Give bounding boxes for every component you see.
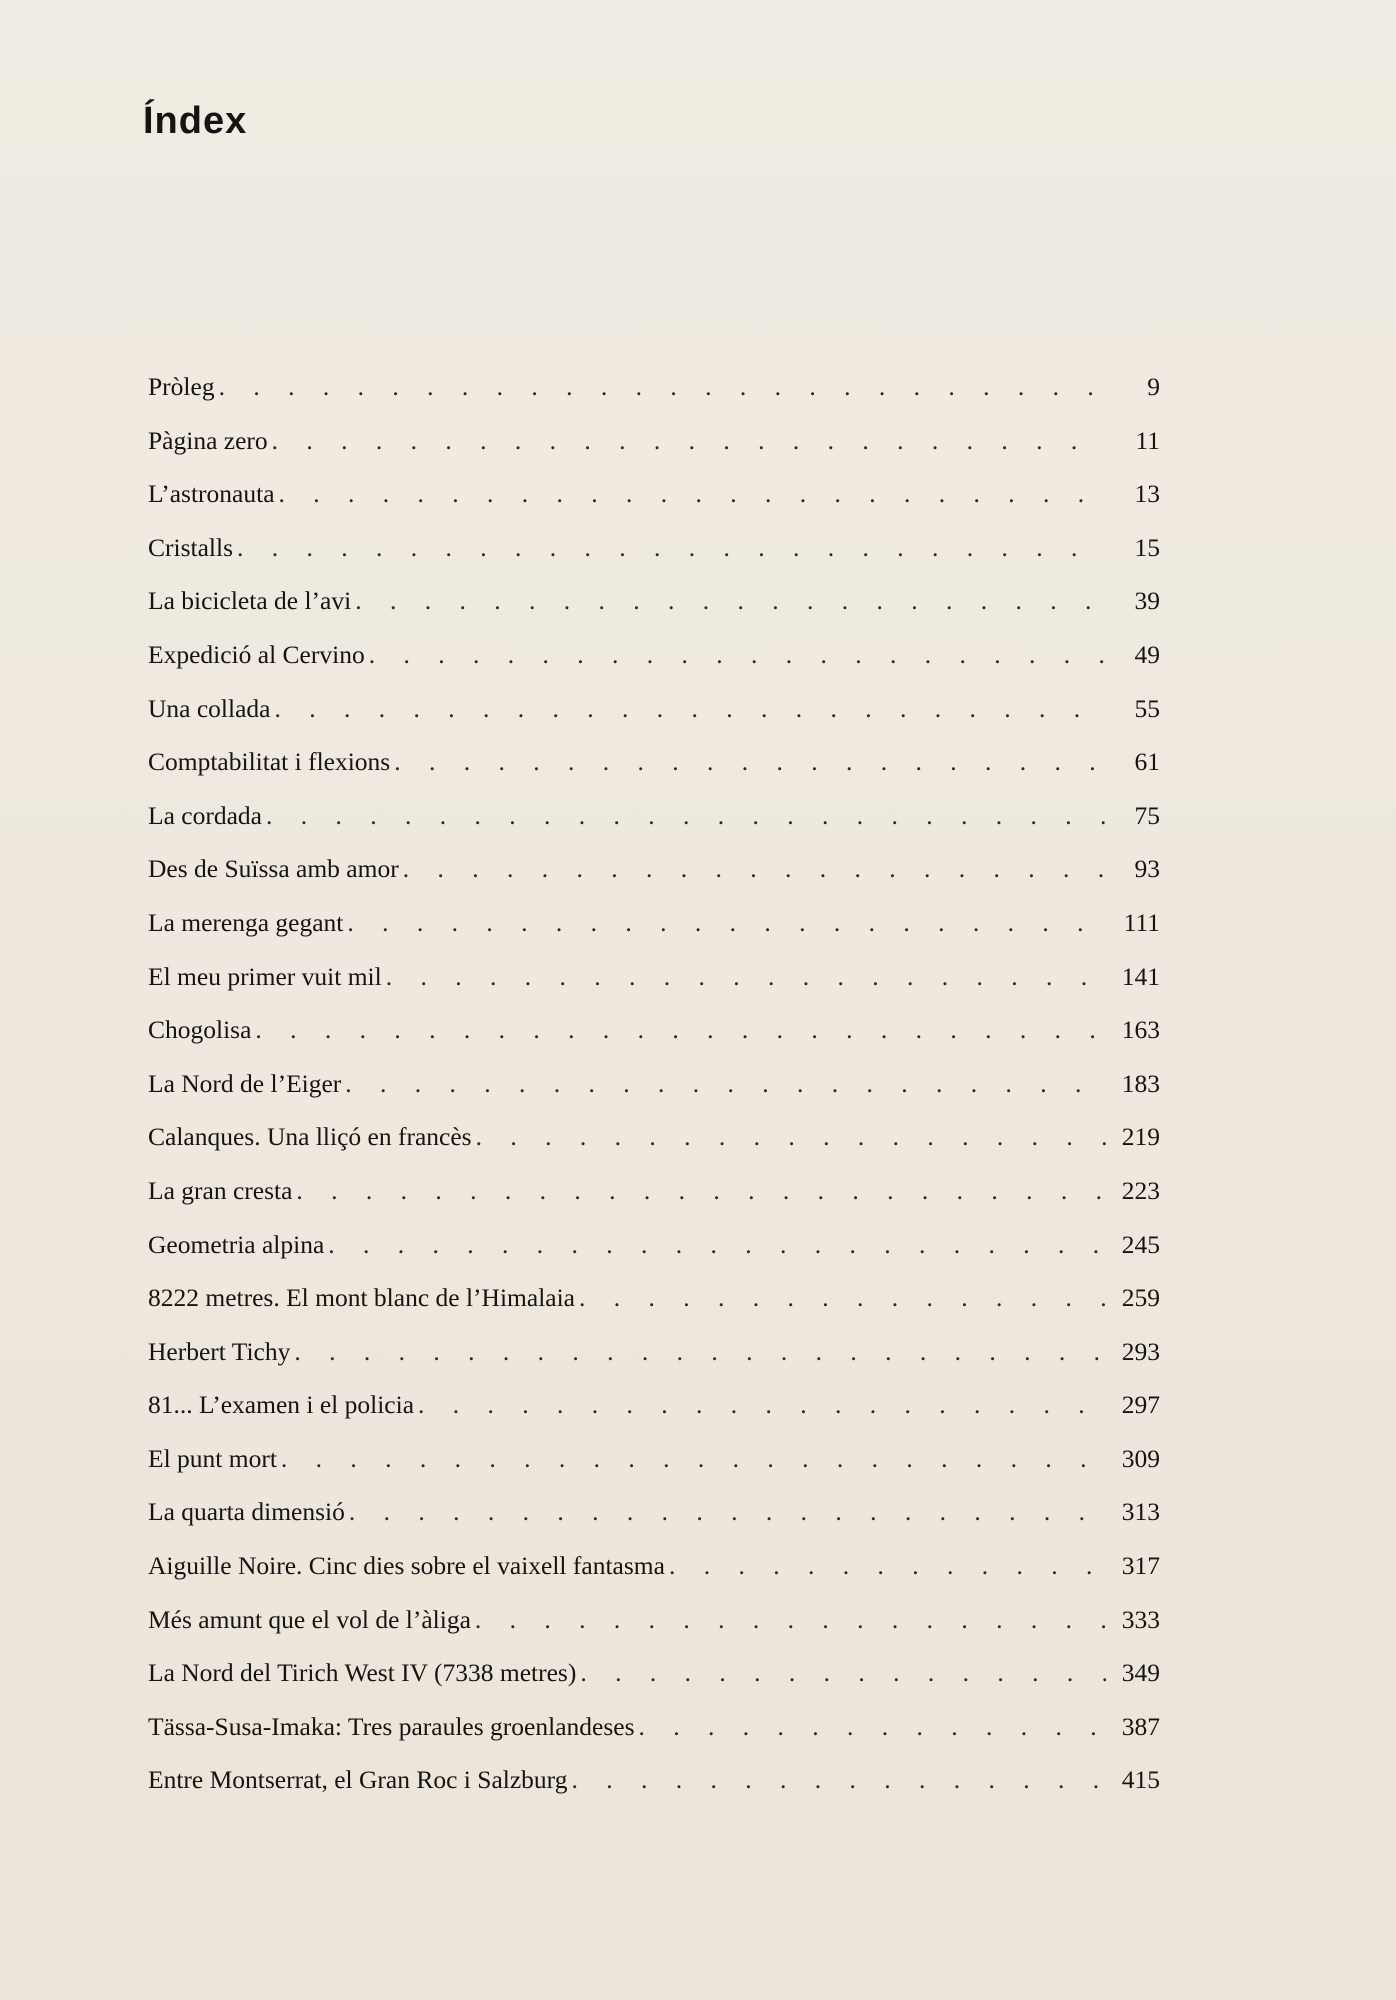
dot-leader	[571, 1753, 1106, 1807]
toc-entry	[148, 1378, 1160, 1432]
toc-entry	[148, 574, 1160, 628]
toc-entry	[148, 628, 1160, 682]
toc-entry-title: La merenga gegant	[148, 907, 344, 937]
toc-entry-page-number: 387	[1121, 1711, 1160, 1741]
toc-entry-page-number: 11	[1135, 425, 1160, 455]
dot-leader	[345, 1057, 1106, 1111]
toc-entry	[148, 1700, 1160, 1754]
toc-entry	[148, 521, 1160, 575]
toc-entry-page-number: 163	[1121, 1015, 1160, 1045]
toc-entry-page-number: 259	[1121, 1283, 1160, 1313]
toc-entry-page-number: 297	[1121, 1390, 1160, 1420]
dot-leader	[274, 682, 1106, 736]
toc-entry	[148, 1271, 1160, 1325]
toc-entry-title: El punt mort	[148, 1443, 277, 1473]
toc-entry-title: La quarta dimensió	[148, 1497, 345, 1527]
toc-entry-title: Expedició al Cervino	[148, 639, 365, 669]
dot-leader	[237, 521, 1106, 575]
toc-entry-title: Calanques. Una lliçó en francès	[148, 1122, 472, 1152]
toc-entry-title: L’astronauta	[148, 479, 275, 509]
table-of-contents	[148, 360, 1160, 1807]
toc-entry-title: Pròleg	[148, 372, 215, 401]
dot-leader	[580, 1646, 1106, 1700]
dot-leader	[279, 467, 1106, 521]
toc-entry	[148, 950, 1160, 1004]
toc-entry-page-number: 313	[1121, 1497, 1160, 1527]
toc-entry-title: Aiguille Noire. Cinc dies sobre el vaixell fantasma	[148, 1551, 665, 1581]
toc-entry-title: La Nord de l’Eiger	[148, 1068, 342, 1098]
toc-entry	[148, 896, 1160, 950]
toc-entry-page-number: 93	[1134, 854, 1160, 884]
toc-entry-title: Herbert Tichy	[148, 1336, 291, 1366]
dot-leader	[347, 896, 1106, 950]
dot-leader	[369, 628, 1106, 682]
toc-entry-title: Cristalls	[148, 532, 234, 562]
toc-entry	[148, 1593, 1160, 1647]
toc-entry-title: El meu primer vuit mil	[148, 961, 382, 991]
toc-entry-page-number: 293	[1121, 1336, 1160, 1366]
dot-leader	[669, 1539, 1106, 1593]
dot-leader	[579, 1271, 1106, 1325]
toc-entry	[148, 1003, 1160, 1057]
dot-leader	[475, 1593, 1106, 1647]
dot-leader	[255, 1003, 1106, 1057]
toc-entry-page-number: 49	[1134, 639, 1160, 669]
toc-entry-title: Tässa-Susa-Imaka: Tres paraules groenlandeses	[148, 1711, 635, 1741]
dot-leader	[219, 360, 1106, 414]
toc-entry-page-number: 349	[1121, 1658, 1160, 1688]
toc-entry-title: 81... L’examen i el policia	[148, 1390, 415, 1420]
toc-entry-title: Comptabilitat i flexions	[148, 747, 391, 777]
dot-leader	[394, 735, 1106, 789]
toc-entry	[148, 1110, 1160, 1164]
toc-entry-page-number: 309	[1121, 1443, 1160, 1473]
dot-leader	[355, 574, 1106, 628]
dot-leader	[281, 1432, 1106, 1486]
toc-entry-page-number: 219	[1121, 1122, 1160, 1152]
dot-leader	[403, 842, 1106, 896]
toc-entry	[148, 1432, 1160, 1486]
toc-entry-page-number: 15	[1134, 532, 1160, 562]
toc-entry-page-number: 141	[1121, 961, 1160, 991]
toc-entry-title: Entre Montserrat, el Gran Roc i Salzburg	[148, 1765, 568, 1795]
toc-entry-title: Pàgina zero	[148, 425, 268, 455]
toc-entry-title: La cordada	[148, 800, 262, 830]
toc-entry-page-number: 13	[1134, 479, 1160, 509]
toc-entry	[148, 1485, 1160, 1539]
toc-entry-title: 8222 metres. El mont blanc de l’Himalaia	[148, 1283, 576, 1313]
toc-entry-page-number: 61	[1134, 747, 1160, 777]
toc-entry-title: La gran cresta	[148, 1175, 293, 1205]
toc-entry-page-number: 111	[1123, 907, 1160, 937]
dot-leader	[639, 1700, 1107, 1754]
toc-entry-page-number: 9	[1147, 372, 1160, 401]
dot-leader	[386, 950, 1106, 1004]
toc-entry-page-number: 245	[1121, 1229, 1160, 1259]
dot-leader	[294, 1325, 1106, 1379]
dot-leader	[266, 789, 1106, 843]
toc-entry-page-number: 317	[1121, 1551, 1160, 1581]
toc-entry	[148, 1325, 1160, 1379]
toc-entry-page-number: 55	[1134, 693, 1160, 723]
dot-leader	[349, 1485, 1106, 1539]
toc-entry	[148, 1539, 1160, 1593]
dot-leader	[328, 1218, 1106, 1272]
toc-entry-title: Chogolisa	[148, 1015, 252, 1045]
toc-entry-page-number: 75	[1134, 800, 1160, 830]
toc-entry	[148, 1218, 1160, 1272]
dot-leader	[476, 1110, 1106, 1164]
dot-leader	[418, 1378, 1106, 1432]
toc-entry	[148, 1057, 1160, 1111]
toc-entry-title: Una collada	[148, 693, 271, 723]
toc-entry	[148, 682, 1160, 736]
toc-entry-page-number: 415	[1121, 1765, 1160, 1795]
toc-entry-page-number: 223	[1121, 1175, 1160, 1205]
dot-leader	[296, 1164, 1106, 1218]
toc-entry	[148, 1646, 1160, 1700]
toc-entry-title: Més amunt que el vol de l’àliga	[148, 1604, 471, 1634]
toc-entry	[148, 842, 1160, 896]
toc-entry	[148, 467, 1160, 521]
page-title: Índex	[143, 100, 248, 142]
dot-leader	[272, 414, 1106, 468]
toc-entry	[148, 1164, 1160, 1218]
toc-entry	[148, 735, 1160, 789]
toc-entry-page-number: 333	[1121, 1604, 1160, 1634]
toc-entry	[148, 414, 1160, 468]
toc-entry-page-number: 39	[1134, 586, 1160, 616]
toc-entry-page-number: 183	[1121, 1068, 1160, 1098]
toc-entry	[148, 1753, 1160, 1807]
toc-entry-title: Geometria alpina	[148, 1229, 325, 1259]
toc-entry-title: La bicicleta de l’avi	[148, 586, 352, 616]
toc-entry	[148, 789, 1160, 843]
toc-entry-title: Des de Suïssa amb amor	[148, 854, 399, 884]
toc-entry	[148, 360, 1160, 414]
toc-entry-title: La Nord del Tirich West IV (7338 metres)	[148, 1658, 577, 1688]
